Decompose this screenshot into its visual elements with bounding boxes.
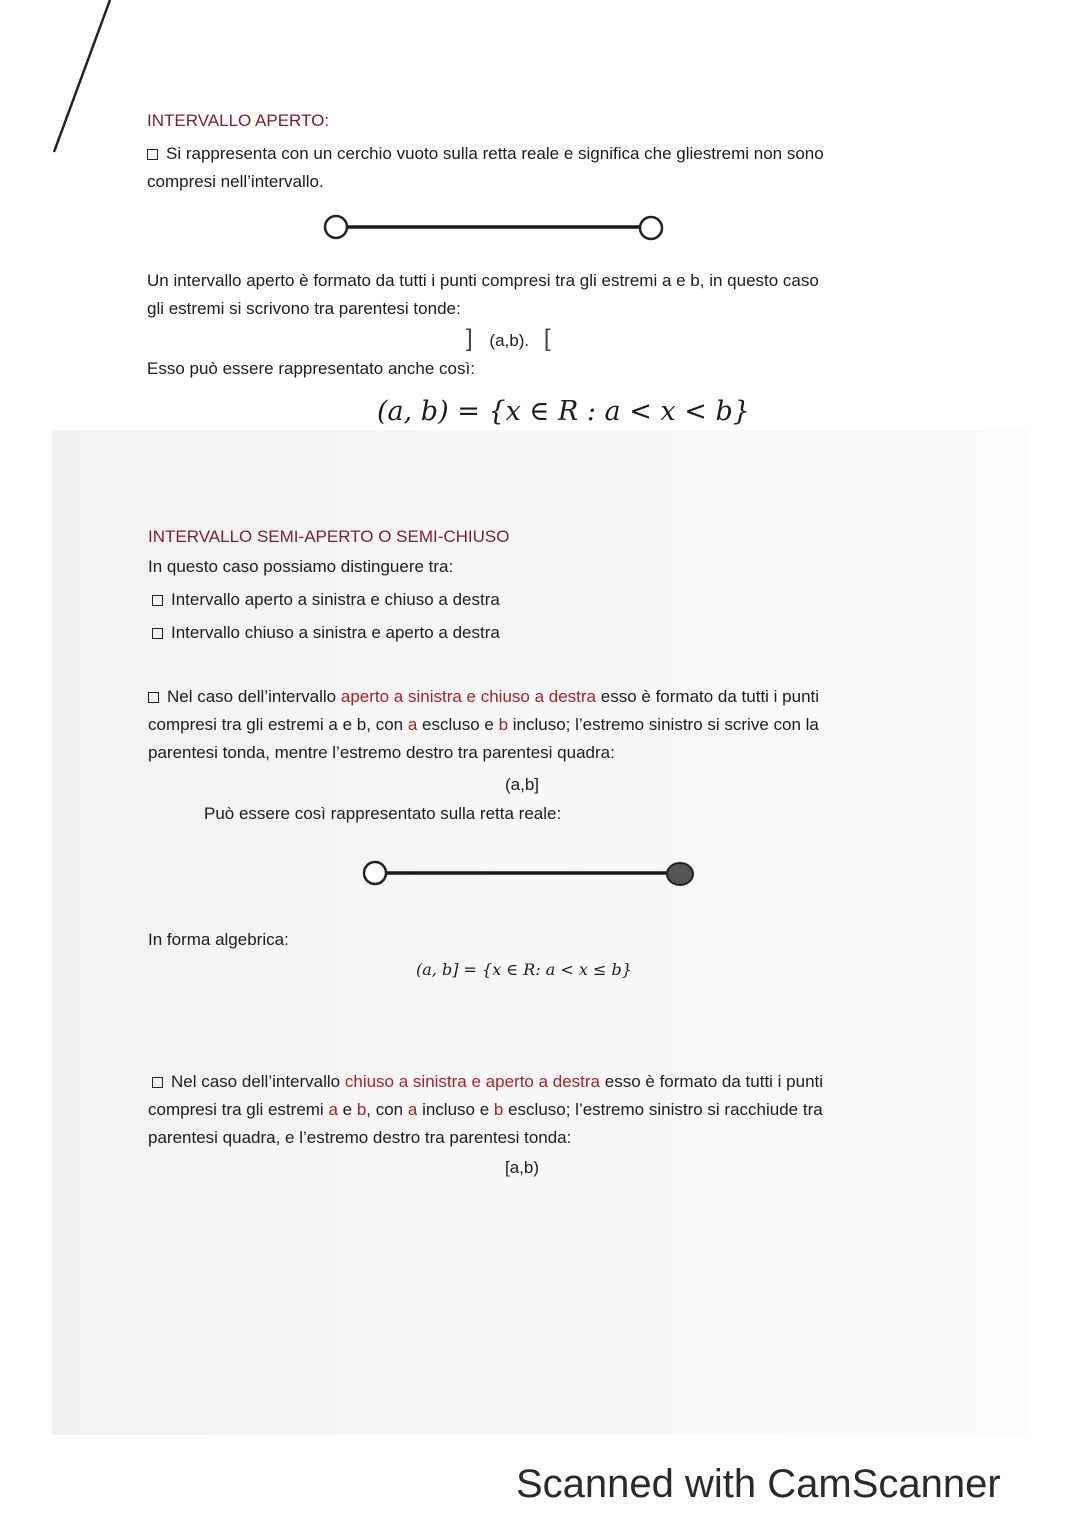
open-desc-line2: compresi nell’intervallo. xyxy=(147,172,324,191)
open-para-line1: Un intervallo aperto è formato da tutti i punti compresi tra gli estremi a e b, in questo caso xyxy=(147,271,819,290)
case2-notation: [a,b) xyxy=(505,1158,540,1177)
list-item: Intervallo aperto a sinistra e chiuso a destra xyxy=(152,589,500,611)
case2-line3: parentesi quadra, e l’estremo destro tra parentesi tonda: xyxy=(148,1128,572,1147)
open-notation: ] (a,b). [ xyxy=(466,325,551,352)
camscanner-footer: Scanned with CamScanner xyxy=(516,1462,1001,1506)
open-endpoint-left xyxy=(364,862,386,884)
open-interval-number-line xyxy=(318,212,670,244)
bracket-left: ] xyxy=(466,325,473,352)
scan-edge-line xyxy=(0,0,120,160)
half-open-number-line xyxy=(360,856,700,892)
checkbox-icon xyxy=(152,628,163,639)
open-endpoint-right xyxy=(640,217,662,239)
case1-notation: (a,b] xyxy=(505,775,540,794)
case1-line3: parentesi tonda, mentre l’estremo destro tra parentesi quadra: xyxy=(148,743,615,762)
checkbox-icon xyxy=(147,149,158,160)
open-desc-line1: Si rappresenta con un cerchio vuoto sulla retta reale e significa che gliestremi non sono xyxy=(147,143,824,165)
heading-open-interval: INTERVALLO APERTO: xyxy=(147,111,330,130)
list-item: Intervallo chiuso a sinistra e aperto a destra xyxy=(152,622,500,644)
heading-half-open-interval: INTERVALLO SEMI-APERTO O SEMI-CHIUSO xyxy=(148,527,510,546)
open-para-line2: gli estremi si scrivono tra parentesi tonde: xyxy=(147,299,461,318)
checkbox-icon xyxy=(148,692,159,703)
closed-endpoint-right xyxy=(667,863,693,885)
case2-line2: compresi tra gli estremi a e b, con a incluso e b escluso; l’estremo sinistro si racchiude tra xyxy=(148,1100,823,1119)
bracket-right: [ xyxy=(543,325,551,352)
case1-formula: (a, b] = {x ∈ R: a < x ≤ b} xyxy=(416,960,632,979)
open-interval-formula: (a, b) = {x ∈ R : a < x < b} xyxy=(377,396,750,427)
checkbox-icon xyxy=(152,595,163,606)
open-alt-label: Esso può essere rappresentato anche così: xyxy=(147,359,475,378)
checkbox-icon xyxy=(152,1077,163,1088)
open-endpoint-left xyxy=(325,216,347,238)
half-intro: In questo caso possiamo distinguere tra: xyxy=(148,557,454,576)
case1-line1: Nel caso dell’intervallo aperto a sinistra e chiuso a destra esso è formato da tutti i punti xyxy=(148,686,819,708)
case1-algebra-label: In forma algebrica: xyxy=(148,930,289,949)
case2-line1: Nel caso dell’intervallo chiuso a sinistra e aperto a destra esso è formato da tutti i punti xyxy=(152,1071,823,1093)
case1-line2: compresi tra gli estremi a e b, con a escluso e b incluso; l’estremo sinistro si scrive con la xyxy=(148,715,819,734)
case1-line-label: Può essere così rappresentato sulla retta reale: xyxy=(204,804,562,823)
